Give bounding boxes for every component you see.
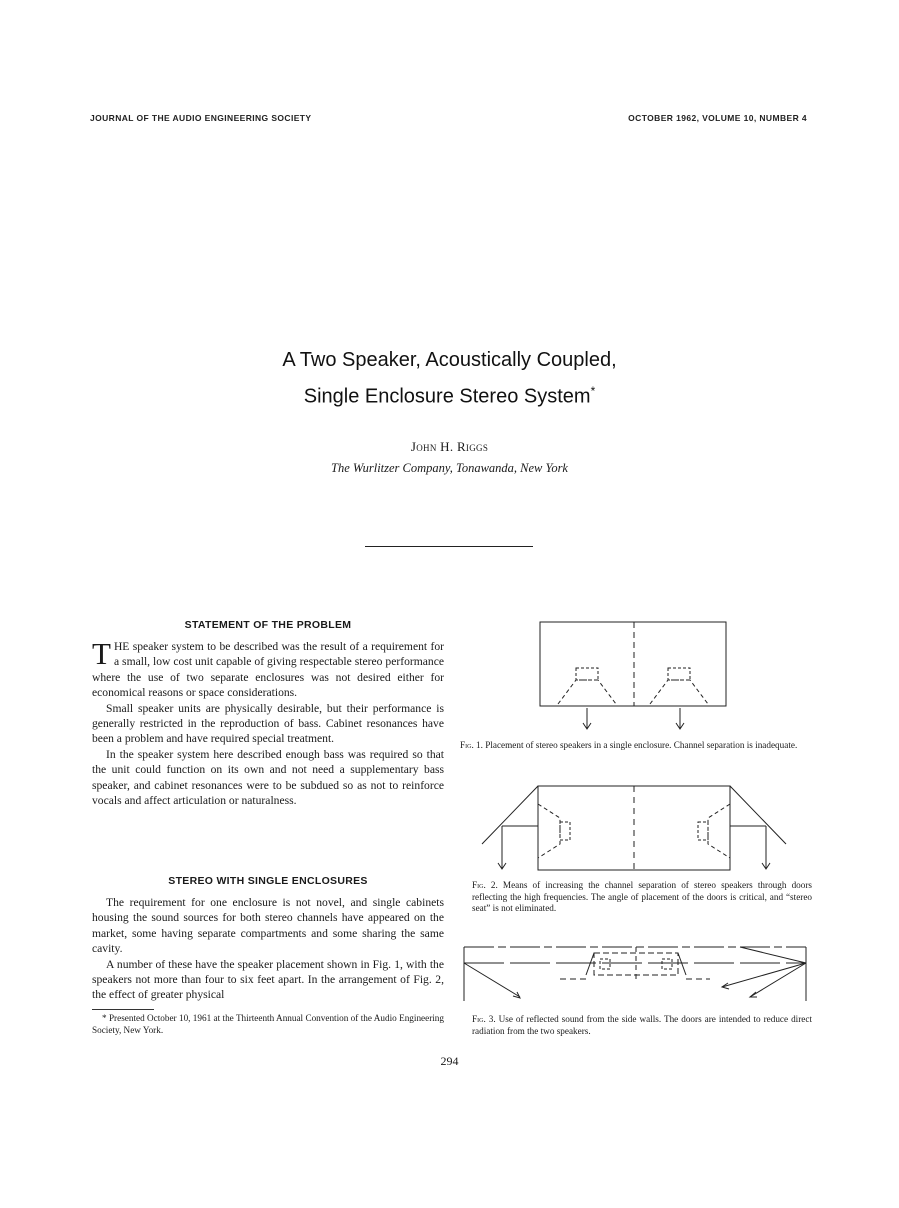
- right-speaker-cone: [708, 804, 730, 858]
- right-speaker: [662, 959, 672, 969]
- left-speaker-cone: [558, 680, 616, 704]
- title-line-1: A Two Speaker, Acoustically Coupled,: [282, 349, 617, 371]
- figure-label: Fig. 3.: [472, 1014, 496, 1024]
- figure-label: Fig. 1.: [460, 740, 483, 750]
- paragraph: The requirement for one enclosure is not novel, and single cabinets housing the sound sources for both stereo channels have appeared on the market, some having separate compartments and some sharing the same cavity.: [92, 896, 444, 956]
- left-ray: [464, 963, 520, 997]
- figure-2-diagram: [480, 782, 788, 878]
- footnote-rule: [92, 1009, 154, 1010]
- section-body-problem: [92, 636, 444, 808]
- figure-label: Fig. 2.: [472, 880, 498, 890]
- left-door: [586, 953, 594, 975]
- footnote: * Presented October 10, 1961 at the Thirteenth Annual Convention of the Audio Engineering Society, New York.: [92, 1013, 444, 1035]
- figure-3-caption: [472, 1014, 812, 1037]
- right-ray-2-head: [750, 992, 757, 997]
- title-divider: [365, 546, 533, 547]
- caption-text: Means of increasing the channel separation of stereo speakers through doors reflecting the high frequencies. The angle of placement of the doors is critical, and “stereo seat” is not eliminated.: [472, 880, 812, 913]
- paragraph: In the speaker system here described enough bass was required so that the unit could function on its own and not need a supplementary bass speaker, and cabinet resonances were to be subdued so as not to reinforce vocals and affect articulation or naturalness.: [92, 747, 444, 808]
- right-ray-2: [750, 963, 806, 997]
- top-ray: [740, 947, 806, 963]
- figure-2-caption: [472, 880, 812, 915]
- section-heading-problem: STATEMENT OF THE PROBLEM: [184, 619, 352, 631]
- right-door: [678, 953, 686, 975]
- title-line-2-text: Single Enclosure Stereo System: [303, 385, 591, 408]
- left-speaker-magnet: [560, 822, 570, 840]
- left-speaker-cone: [538, 804, 560, 858]
- paragraph: Small speaker units are physically desirable, but their performance is generally restricted in the reproduction of bass. Cabinet resonances have been a problem and have required special treatment.: [92, 701, 444, 746]
- author-affiliation: The Wurlitzer Company, Tonawanda, New York: [331, 461, 568, 475]
- page-number: 294: [440, 1054, 459, 1068]
- left-speaker: [600, 959, 610, 969]
- author-name: John H. Riggs: [410, 439, 489, 454]
- figure-3-diagram: [460, 935, 812, 1011]
- running-head-journal: JOURNAL OF THE AUDIO ENGINEERING SOCIETY: [90, 113, 312, 123]
- enclosure-outline: [540, 622, 726, 706]
- left-speaker-magnet: [576, 668, 598, 680]
- right-door: [730, 786, 786, 844]
- title-footnote-mark: *: [590, 384, 596, 398]
- section-heading-single-enclosures: STEREO WITH SINGLE ENCLOSURES: [168, 875, 368, 887]
- right-speaker-magnet: [698, 822, 708, 840]
- left-door: [482, 786, 538, 844]
- drop-cap: T: [92, 636, 111, 671]
- running-head-issue: OCTOBER 1962, VOLUME 10, NUMBER 4: [628, 113, 807, 123]
- caption-text: Placement of stereo speakers in a single enclosure. Channel separation is inadequate.: [485, 740, 798, 750]
- right-ray-1: [722, 963, 806, 987]
- section-body-single-enclosures: [92, 895, 444, 1003]
- paragraph-text: HE speaker system to be described was the result of a requirement for a small, low cost unit capable of giving respectable stereo performance where the use of two separate enclosures was not desired either for economical reasons or space considerations.: [92, 640, 444, 700]
- figure-1-diagram: [528, 618, 734, 734]
- paragraph: [92, 636, 444, 701]
- caption-text: Use of reflected sound from the side walls. The doors are intended to reduce direct radiation from the two speakers.: [472, 1014, 812, 1036]
- right-speaker-magnet: [668, 668, 690, 680]
- title-line-2: [0, 376, 899, 413]
- article-title: [0, 345, 899, 413]
- paragraph: A number of these have the speaker placement shown in Fig. 1, with the speakers not more than four to six feet apart. In the arrangement of Fig. 2, the effect of greater physical: [92, 957, 444, 1002]
- right-speaker-cone: [650, 680, 708, 704]
- figure-1-caption: [460, 740, 812, 752]
